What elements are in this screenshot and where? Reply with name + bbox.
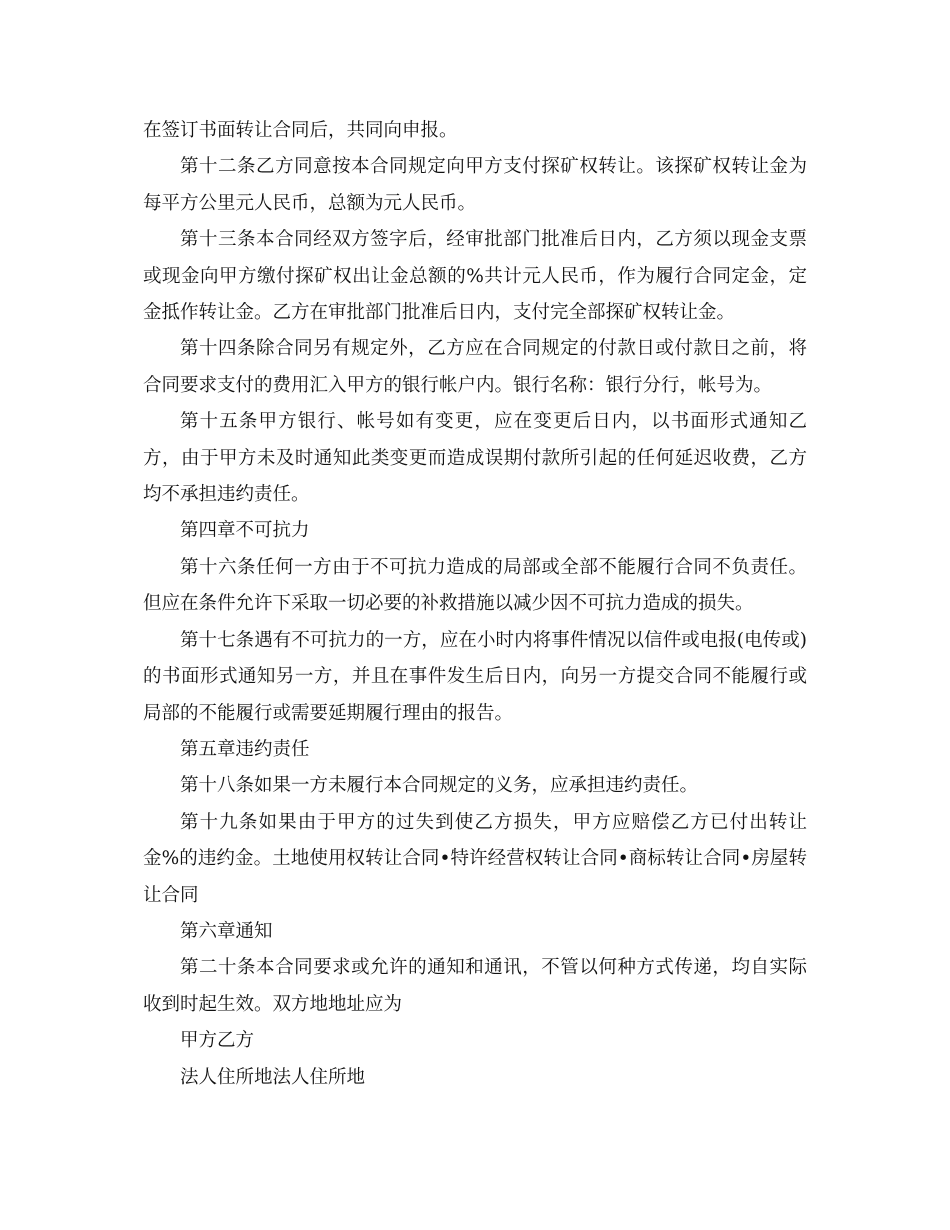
paragraph-continuation: 在签订书面转让合同后，共同向申报。 [143, 120, 458, 141]
chapter-heading-6: 第六章通知 [180, 920, 273, 942]
document-body [143, 113, 807, 1096]
paragraph-article-17: 第十七条遇有不可抗力的一方，应在小时内将事件情况以信件或电报(电传或)的书面形式通知另一方，并且在事件发生后日内，向另一方提交合同不能履行或局部的不能履行或需要延期履行理由的报告。 [143, 629, 807, 724]
paragraph-article-20: 第二十条本合同要求或允许的通知和通讯，不管以何种方式传递，均自实际收到时起生效。双方地地址应为 [143, 957, 807, 1015]
paragraph-article-14: 第十四条除合同另有规定外，乙方应在合同规定的付款日或付款日之前，将合同要求支付的费用汇入甲方的银行帐户内。银行名称：银行分行，帐号为。 [143, 338, 807, 396]
party-addresses: 法人住所地法人住所地 [180, 1066, 366, 1088]
paragraph-article-18: 第十八条如果一方未履行本合同规定的义务，应承担违约责任。 [180, 775, 699, 797]
paragraph-article-13: 第十三条本合同经双方签字后，经审批部门批准后日内，乙方须以现金支票或现金向甲方缴付探矿权出让金总额的%共计元人民币，作为履行合同定金，定金抵作转让金。乙方在审批部门批准后日内，支付完全部探矿权转让金。 [143, 229, 807, 324]
party-labels: 甲方乙方 [180, 1030, 255, 1052]
paragraph-article-16: 第十六条任何一方由于不可抗力造成的局部或全部不能履行合同不负责任。但应在条件允许下采取一切必要的补救措施以减少因不可抗力造成的损失。 [143, 556, 807, 615]
chapter-heading-5: 第五章违约责任 [180, 738, 310, 760]
paragraph-article-12: 第十二条乙方同意按本合同规定向甲方支付探矿权转让。该探矿权转让金为每平方公里元人民币，总额为元人民币。 [143, 156, 807, 214]
chapter-heading-4: 第四章不可抗力 [180, 520, 310, 542]
paragraph-article-19: 第十九条如果由于甲方的过失到使乙方损失，甲方应赔偿乙方已付出转让金%的违约金。土地使用权转让合同•特许经营权转让合同•商标转让合同•房屋转让合同 [143, 811, 807, 906]
paragraph-article-15: 第十五条甲方银行、帐号如有变更，应在变更后日内，以书面形式通知乙方，由于甲方未及时通知此类变更而造成误期付款所引起的任何延迟收费，乙方均不承担违约责任。 [143, 411, 807, 506]
